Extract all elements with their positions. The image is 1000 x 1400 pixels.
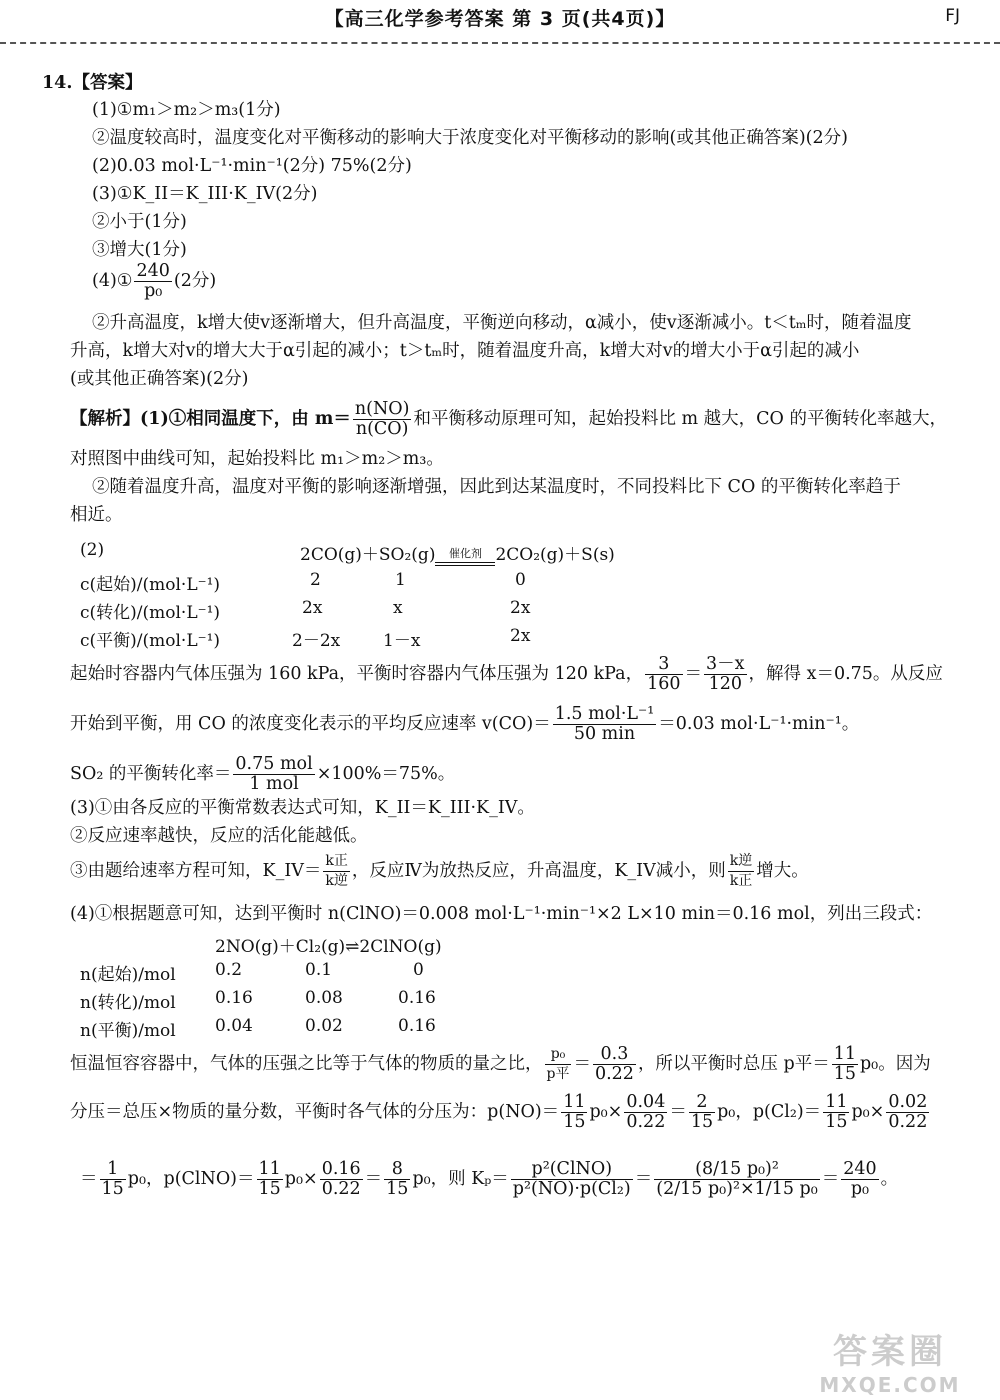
table-cell: 2x: [302, 598, 323, 618]
table-cell: 0.1: [305, 960, 333, 980]
fraction: [728, 852, 754, 891]
denominator: 120: [704, 674, 747, 694]
numerator: 3: [658, 654, 670, 674]
reaction-equation: [300, 540, 615, 566]
answer-line: (3)①K_II＝K_III·K_IV(2分): [92, 184, 318, 204]
analysis-line: [70, 400, 947, 439]
denominator: 160: [647, 674, 681, 694]
fraction: [624, 1093, 667, 1132]
text: ＝0.03 mol·L⁻¹·min⁻¹。: [658, 714, 860, 734]
denominator: 0.22: [321, 1179, 361, 1199]
analysis-line: 分压＝总压×物质的量分数，平衡时各气体的分压为：p(NO)＝ $\frac{11}{15}$ p₀× $\frac{0.04}{0.22}$ ＝ $\frac{2}{15}$ p₀，p(Cl₂)＝ $\frac{11}{15}$ p₀× $\frac{0.02}{0.22}$: [70, 1092, 928, 1132]
numerator: k正: [325, 853, 348, 869]
text: 和平衡移动原理可知，起始投料比 m 越大，CO 的平衡转化率越大，: [413, 409, 947, 429]
fraction: [553, 705, 657, 744]
reactants: 2CO(g)＋SO₂(g): [300, 545, 436, 565]
fraction: [886, 1093, 929, 1132]
numerator: 0.75 mol: [235, 754, 313, 774]
analysis-line: [70, 655, 943, 694]
text: p₀×: [589, 1102, 623, 1122]
table-cell: 2－2x: [292, 631, 341, 651]
numerator: 240: [843, 1159, 877, 1179]
denominator: p₀: [134, 281, 171, 301]
analysis-line: ＝ $\frac{1}{15}$ p₀，p(ClNO)＝ $\frac{11}{15}$ p₀× $\frac{0.16}{0.22}$ ＝ $\frac{8}{15}$ p₀，则 Kₚ＝ $\frac{\text{p²(ClNO)}}{\text{p²(NO)·p(Cl₂)}}$ ＝ $\frac{\text{(8/15 p₀)²}}{\text{(2/15 p₀)²×1/15 p₀}}$ ＝ $\frac{240}{\text{p₀}}$ 。: [80, 1159, 899, 1199]
numerator: 240: [136, 261, 170, 281]
table-cell: 2x: [510, 626, 531, 646]
denominator: 0.22: [888, 1112, 928, 1132]
table-cell: 0.02: [305, 1016, 343, 1036]
numerator: 3－x: [706, 654, 745, 674]
analysis-line: (4)①根据题意可知，达到平衡时 n(ClNO)＝0.008 mol·L⁻¹·min⁻¹×2 L×10 min＝0.16 mol，列出三段式：: [70, 904, 933, 924]
table-row-head: c(平衡)/(mol·L⁻¹): [80, 631, 221, 651]
numerator: 1.5 mol·L⁻¹: [554, 704, 655, 724]
fraction: [323, 852, 349, 891]
denominator: 0.22: [626, 1112, 666, 1132]
denominator: 50 min: [553, 724, 657, 744]
analysis-line: ②反应速率越快，反应的活化能越低。: [70, 826, 368, 846]
products: 2CO₂(g)＋S(s): [495, 545, 615, 565]
table-cell: 0: [515, 570, 526, 590]
analysis-line: [70, 755, 455, 794]
fraction: [320, 1160, 363, 1199]
denominator: p平: [546, 1066, 570, 1082]
reaction-equation: 2NO(g)＋Cl₂(g)⇌2ClNO(g): [215, 937, 442, 957]
table-cell: 0.08: [305, 988, 343, 1008]
watermark-logo: [805, 1324, 975, 1397]
denominator: 15: [825, 1112, 848, 1132]
numerator: 0.16: [321, 1159, 361, 1179]
text: p₀×: [284, 1169, 318, 1189]
fraction: [353, 400, 412, 439]
numerator: 1: [107, 1159, 119, 1179]
answer-line: ②升高温度，k增大使v逐渐增大，但升高温度，平衡逆向移动，α减小，使v逐渐减小。t＜tₘ时，随着温度: [92, 313, 912, 333]
denominator: 1 mol: [233, 774, 314, 794]
table-cell: 0: [413, 960, 424, 980]
table-cell: 1－x: [383, 631, 421, 651]
analysis-line: [70, 852, 809, 891]
numerator: k逆: [729, 853, 753, 869]
fraction: [645, 655, 682, 694]
denominator: 15: [101, 1179, 124, 1199]
fraction: [704, 655, 747, 694]
text: SO₂ 的平衡转化率＝: [70, 764, 232, 784]
answer-line: (或其他正确答案)(2分): [70, 369, 249, 389]
text: (2分): [173, 271, 217, 291]
text: (4)①: [92, 271, 133, 291]
page-header: 【高三化学参考答案 第 3 页(共4页)】: [324, 8, 676, 30]
denominator: k正: [729, 873, 753, 889]
header-divider: [0, 42, 1000, 48]
numerator: 2: [696, 1092, 708, 1112]
analysis-line: ②随着温度升高，温度对平衡的影响逐渐增强，因此到达某温度时，不同投料比下 CO 的平衡转化率趋于: [92, 477, 901, 497]
table-cell: 0.16: [398, 988, 436, 1008]
fraction: [233, 755, 314, 794]
text: ＝: [684, 664, 703, 684]
text: ＝: [573, 1054, 591, 1074]
text: 分压＝总压×物质的量分数，平衡时各气体的分压为：p(NO)＝: [70, 1102, 560, 1122]
text: ，解得 x＝0.75。从反应: [748, 664, 943, 684]
table-cell: 2: [310, 570, 321, 590]
answer-line: 升高，k增大对v的增大大于α引起的减小；t＞tₘ时，随着温度升高，k增大对v的增大小于α引起的减小: [70, 341, 860, 361]
text: 恒温恒容容器中，气体的压强之比等于气体的物质的量之比，: [70, 1054, 543, 1074]
analysis-line: (3)①由各反应的平衡常数表达式可知，K_II＝K_III·K_IV。: [70, 798, 535, 818]
analysis-line: 对照图中曲线可知，起始投料比 m₁＞m₂＞m₃。: [70, 449, 444, 469]
denominator: p₀: [841, 1179, 878, 1199]
table-cell: x: [393, 598, 403, 618]
text: ，所以平衡时总压 p平＝: [637, 1054, 830, 1074]
catalyst-arrow: [435, 545, 495, 566]
denominator: n(CO): [353, 419, 412, 439]
denominator: k逆: [325, 873, 348, 889]
denominator: (2/15 p₀)²×1/15 p₀: [656, 1179, 818, 1199]
denominator: 0.22: [594, 1064, 634, 1084]
denominator: p²(NO)·p(Cl₂): [512, 1179, 631, 1199]
text: ＝: [634, 1169, 653, 1189]
denominator: 15: [690, 1112, 714, 1132]
answer-line: ②温度较高时，温度变化对平衡移动的影响大于浓度变化对平衡移动的影响(或其他正确答案)(2分): [92, 128, 848, 148]
table-cell: 0.16: [398, 1016, 436, 1036]
table-cell: 1: [395, 570, 406, 590]
catalyst-label: 催化剂: [448, 547, 482, 560]
denominator: 15: [563, 1112, 586, 1132]
numerator: p₀: [550, 1046, 566, 1062]
numerator: 11: [825, 1092, 848, 1112]
numerator: p²(ClNO): [531, 1159, 613, 1179]
fraction: [841, 1160, 878, 1199]
denominator: 15: [258, 1179, 281, 1199]
table-cell: 0.04: [215, 1016, 253, 1036]
numerator: 8: [391, 1159, 403, 1179]
table-row-head: c(起始)/(mol·L⁻¹): [80, 575, 221, 595]
text: 起始时容器内气体压强为 160 kPa，平衡时容器内气体压强为 120 kPa，: [70, 664, 644, 684]
text: p₀。因为: [859, 1054, 931, 1074]
numerator: 0.02: [888, 1092, 928, 1112]
numerator: 0.04: [626, 1092, 666, 1112]
answer-line: (2)0.03 mol·L⁻¹·min⁻¹(2分) 75%(2分): [92, 156, 412, 176]
text: 。: [880, 1169, 899, 1189]
page-mark: FJ: [945, 6, 960, 26]
fraction: [832, 1045, 858, 1084]
table-row-head: n(平衡)/mol: [80, 1021, 176, 1041]
fraction: [257, 1160, 283, 1199]
numerator: 0.3: [600, 1044, 629, 1064]
text: ，反应Ⅳ为放热反应，升高温度，K_IV减小，则: [351, 861, 726, 881]
fraction: [593, 1045, 636, 1084]
denominator: 15: [833, 1064, 856, 1084]
fraction: [823, 1093, 849, 1132]
table-cell: 0.16: [215, 988, 253, 1008]
answer-line: (1)①m₁＞m₂＞m₃(1分): [92, 100, 281, 120]
analysis-line: 相近。: [70, 505, 123, 525]
denominator: 15: [386, 1179, 409, 1199]
analysis-line: [70, 705, 859, 744]
watermark-text: 答案圈: [833, 1332, 947, 1372]
numerator: 11: [563, 1092, 586, 1112]
table-cell: 0.2: [215, 960, 243, 980]
text: ③由题给速率方程可知，K_IV＝: [70, 861, 322, 881]
fraction: [384, 1160, 410, 1199]
text: 开始到平衡，用 CO 的浓度变化表示的平均反应速率 v(CO)＝: [70, 714, 551, 734]
numerator: n(NO): [354, 399, 410, 419]
question-number: 14.【答案】: [42, 73, 143, 93]
text: p₀，p(ClNO)＝: [127, 1169, 255, 1189]
fraction: [100, 1160, 126, 1199]
table-cell: 2x: [510, 598, 531, 618]
table-row-head: n(转化)/mol: [80, 993, 176, 1013]
fraction: [545, 1045, 572, 1084]
text: ×100%＝75%。: [316, 764, 456, 784]
text: 增大。: [756, 861, 809, 881]
fraction: [654, 1160, 820, 1199]
numerator: 11: [258, 1159, 281, 1179]
text: p₀×: [851, 1102, 885, 1122]
answer-line: ③增大(1分): [92, 240, 187, 260]
watermark-url: MXQE.COM: [819, 1373, 961, 1397]
answer-line: ②小于(1分): [92, 212, 187, 232]
table-row-head: c(转化)/(mol·L⁻¹): [80, 603, 221, 623]
table-label: (2): [80, 540, 105, 560]
analysis-line: [70, 1045, 931, 1084]
text: 【解析】(1)①相同温度下，由 m＝: [70, 409, 351, 429]
numerator: 11: [833, 1044, 856, 1064]
text: p₀，p(Cl₂)＝: [717, 1102, 822, 1122]
numerator: (8/15 p₀)²: [695, 1159, 779, 1179]
fraction: [689, 1093, 715, 1132]
text: p₀，则 Kₚ＝: [412, 1169, 509, 1189]
table-row-head: n(起始)/mol: [80, 965, 176, 985]
fraction: [134, 262, 171, 301]
answer-line: [92, 262, 216, 301]
fraction: [511, 1160, 633, 1199]
fraction: [561, 1093, 587, 1132]
